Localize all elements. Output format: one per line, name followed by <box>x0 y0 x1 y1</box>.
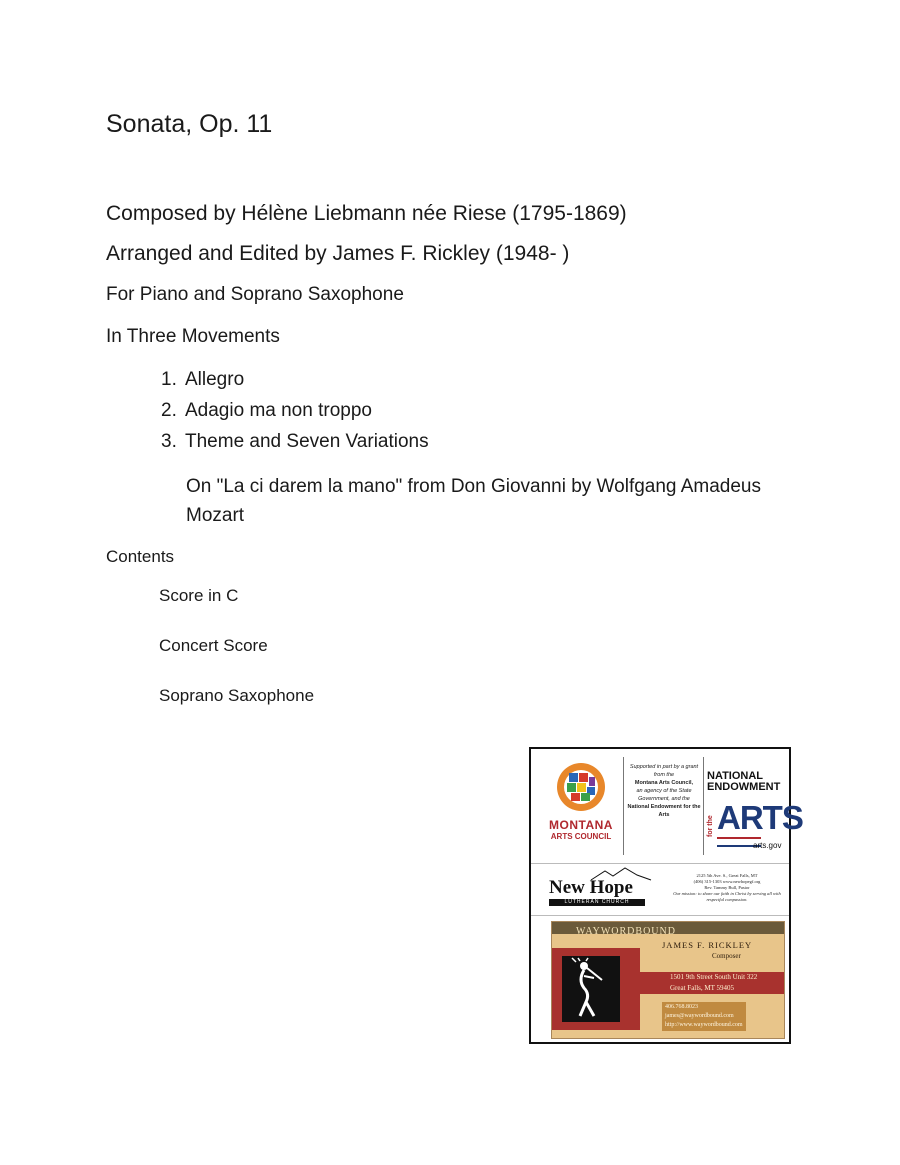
contents-heading: Contents <box>106 547 175 566</box>
grant-statement <box>627 763 701 819</box>
list-number: 1. <box>161 369 177 390</box>
arts-council-section <box>531 749 803 864</box>
list-number: 2. <box>161 400 177 421</box>
nea-side-text: for the <box>707 815 714 837</box>
nea-url: arts.gov <box>753 841 782 850</box>
grant-line: an agency of the State Government, and the <box>636 788 692 802</box>
church-address <box>671 873 783 903</box>
card-email: james@waywordbound.com <box>665 1013 734 1019</box>
church-name: New Hope <box>549 877 633 898</box>
contents-item: Soprano Saxophone <box>159 686 315 705</box>
page-title: Sonata, Op. 11 <box>106 110 273 138</box>
movement-label: Adagio ma non troppo <box>185 400 372 421</box>
movement-label: Theme and Seven Variations <box>185 431 429 452</box>
arts-council-name-line-2: ARTS COUNCIL <box>550 832 612 841</box>
church-subtitle: LUTHERAN CHURCH <box>549 899 645 906</box>
card-website: http://www.waywordbound.com <box>665 1022 743 1028</box>
movement-note: On "La ci darem la mano" from Don Giovanni by Wolfgang Amadeus Mozart <box>186 476 761 526</box>
nea-arts: ARTS <box>717 799 803 836</box>
arts-council-name-line-1: MONTANA <box>549 818 613 832</box>
sponsor-panel <box>529 747 803 1044</box>
church-section <box>531 863 789 916</box>
card-address <box>670 972 757 994</box>
church-mission: Our mission: to share our faith in Christ by serving all with respectful compassion. <box>673 891 781 902</box>
contents-item: Score in C <box>159 586 239 605</box>
grant-line: Montana Arts Council, <box>634 780 694 786</box>
list-item <box>161 431 429 453</box>
list-item <box>161 369 244 391</box>
list-number: 3. <box>161 431 177 452</box>
montana-arts-council-logo-icon <box>555 761 607 813</box>
arts-council-name <box>537 819 625 843</box>
card-name: JAMES F. RICKLEY <box>662 940 753 950</box>
card-address-line: 1501 9th Street South Unit 322 <box>670 973 758 981</box>
card-contact <box>662 1002 746 1031</box>
nea-line-1: NATIONAL <box>707 770 764 782</box>
grant-line: Supported in part by a grant from the <box>629 764 699 778</box>
card-address-line: Great Falls, MT 59405 <box>670 984 735 992</box>
nea-line-2: ENDOWMENT <box>707 781 781 793</box>
card-phone: 406.768.8023 <box>665 1004 698 1010</box>
instrumentation: For Piano and Soprano Saxophone <box>106 284 404 305</box>
kokopelli-icon <box>570 958 610 1020</box>
card-brand: WAYWORDBOUND <box>576 926 676 937</box>
list-item <box>161 400 372 422</box>
contents-item: Concert Score <box>159 636 268 655</box>
grant-line: National Endowment for the Arts <box>627 804 701 818</box>
movement-label: Allegro <box>185 369 245 390</box>
divider <box>703 757 704 855</box>
card-role: Composer <box>712 952 741 960</box>
divider <box>623 757 624 855</box>
movements-heading: In Three Movements <box>106 326 280 347</box>
church-address-line: (406) 315-1303 www.newhopegf.org <box>693 879 761 884</box>
arranger-credit: Arranged and Edited by James F. Rickley (1948- ) <box>106 242 570 265</box>
business-card <box>551 921 785 1039</box>
nea-logo <box>707 770 803 850</box>
composer-credit: Composed by Hélène Liebmann née Riese (1795-1869) <box>106 202 627 225</box>
church-address-line: Rev. Tammy Bull, Pastor <box>704 885 750 890</box>
church-address-line: 2125 5th Ave. S., Great Falls, MT <box>696 873 758 878</box>
